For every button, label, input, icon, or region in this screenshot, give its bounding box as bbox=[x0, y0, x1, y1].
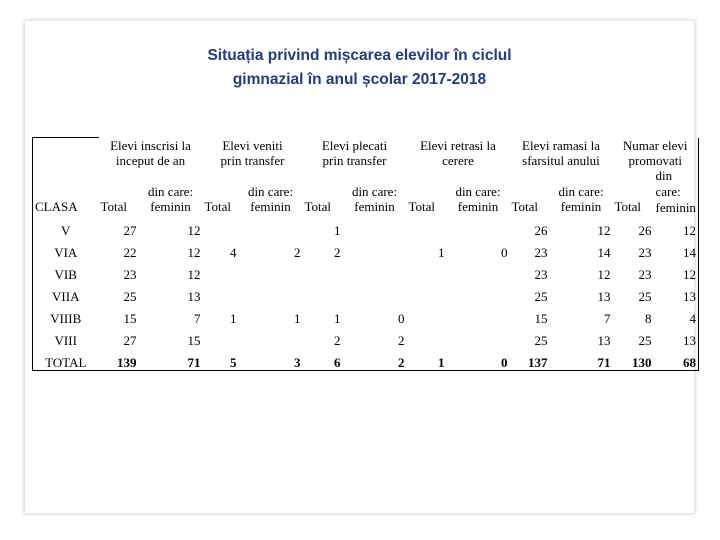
table-cell bbox=[343, 238, 407, 260]
feminin-label: feminin bbox=[354, 198, 395, 214]
table-cell bbox=[303, 260, 343, 282]
group-header-line: Elevi veniti bbox=[222, 137, 283, 153]
group-header-inscrisi bbox=[99, 138, 203, 168]
table-row bbox=[33, 326, 699, 348]
table-cell: 12 bbox=[187, 222, 201, 238]
feminin-label: feminin bbox=[560, 198, 602, 214]
group-header-veniti bbox=[203, 138, 303, 168]
table-cell: 12 bbox=[597, 266, 611, 282]
title-line-2: gimnazial în anul școlar 2017-2018 bbox=[232, 71, 487, 88]
header-corner bbox=[33, 138, 99, 168]
table-cell: 12 bbox=[654, 216, 699, 238]
table-cell: 23 bbox=[534, 266, 548, 282]
table-cell bbox=[203, 326, 239, 348]
table-cell bbox=[239, 326, 303, 348]
table-cell: 6 bbox=[303, 348, 343, 371]
table-cell: 14 bbox=[654, 238, 699, 260]
table-cell: 2 bbox=[398, 332, 405, 348]
table-cell: 0 bbox=[398, 310, 405, 326]
page-title bbox=[25, 44, 694, 92]
table-cell: 15 bbox=[187, 332, 201, 348]
feminin-header bbox=[447, 168, 510, 216]
table-cell: 25 bbox=[534, 332, 548, 348]
din-care-label: din care: bbox=[455, 183, 501, 199]
table-cell: 27 bbox=[123, 222, 137, 238]
table-cell: 26 bbox=[534, 222, 548, 238]
total-header: Total bbox=[204, 198, 232, 214]
feminin-header bbox=[550, 168, 613, 216]
table-cell: 26 bbox=[638, 222, 652, 238]
table-cell: 13 bbox=[597, 332, 611, 348]
table-row bbox=[33, 260, 699, 282]
clasa-cell: VIB bbox=[33, 260, 99, 282]
table-cell: 25 bbox=[123, 288, 137, 304]
group-header-line: promovati bbox=[628, 152, 682, 168]
group-header-line: Elevi retrasi la bbox=[420, 137, 496, 153]
table-row bbox=[33, 304, 699, 326]
table-cell: 12 bbox=[187, 244, 201, 260]
table-cell: 7 bbox=[604, 310, 611, 326]
table-cell: 2 bbox=[294, 244, 301, 260]
table-cell bbox=[343, 260, 407, 282]
din-care-label: din care: bbox=[147, 183, 194, 199]
feminin-label: feminin bbox=[457, 198, 499, 214]
feminin-header bbox=[139, 168, 203, 216]
table-cell: 25 bbox=[638, 332, 652, 348]
table-cell: 137 bbox=[510, 348, 550, 371]
din-care-label: din care: bbox=[558, 183, 604, 199]
table-cell: 0 bbox=[447, 348, 510, 371]
table-cell: 68 bbox=[654, 348, 699, 371]
table-cell: 23 bbox=[638, 244, 652, 260]
table-cell: 1 bbox=[334, 222, 341, 238]
table-cell: 22 bbox=[123, 244, 137, 260]
table-cell: 2 bbox=[334, 244, 341, 260]
table-cell: 12 bbox=[597, 222, 611, 238]
table-cell bbox=[303, 282, 343, 304]
table-cell: 1 bbox=[438, 244, 445, 260]
table-cell: 1 bbox=[230, 310, 237, 326]
table-cell: 13 bbox=[187, 288, 201, 304]
group-header-line: Numar elevi bbox=[622, 137, 688, 153]
feminin-label: feminin bbox=[250, 198, 291, 214]
table-cell: 1 bbox=[334, 310, 341, 326]
clasa-cell: TOTAL bbox=[33, 348, 99, 371]
total-header: Total bbox=[304, 198, 332, 214]
feminin-header bbox=[343, 168, 407, 216]
table-cell: 12 bbox=[654, 260, 699, 282]
table-cell: 71 bbox=[550, 348, 613, 371]
feminin-header bbox=[239, 168, 303, 216]
clasa-header: CLASA bbox=[33, 168, 99, 216]
table-cell: 23 bbox=[534, 244, 548, 260]
table-cell bbox=[447, 260, 510, 282]
clasa-cell: VIIIB bbox=[33, 304, 99, 326]
group-header-retrasi bbox=[407, 138, 510, 168]
table-cell: 25 bbox=[638, 288, 652, 304]
table-cell: 23 bbox=[123, 266, 137, 282]
table-cell: 0 bbox=[501, 244, 508, 260]
table-cell bbox=[447, 304, 510, 326]
table-cell: 5 bbox=[203, 348, 239, 371]
group-header-line: sfarsitul anului bbox=[522, 152, 600, 168]
table-cell bbox=[447, 326, 510, 348]
group-header-promovati bbox=[613, 138, 699, 168]
table-cell bbox=[407, 216, 447, 238]
table-cell: 2 bbox=[343, 348, 407, 371]
table-cell bbox=[203, 282, 239, 304]
total-header: Total bbox=[100, 198, 128, 214]
table-cell: 23 bbox=[638, 266, 652, 282]
table-cell: 7 bbox=[194, 310, 201, 326]
clasa-cell: VIA bbox=[33, 238, 99, 260]
table-cell: 12 bbox=[187, 266, 201, 282]
table-row-total bbox=[33, 348, 699, 371]
student-movement-table bbox=[32, 137, 699, 371]
sub-header-row bbox=[33, 168, 699, 216]
group-header-plecati bbox=[303, 138, 407, 168]
table-cell bbox=[407, 260, 447, 282]
table-cell: 15 bbox=[123, 310, 137, 326]
table-cell bbox=[447, 216, 510, 238]
table-cell bbox=[407, 326, 447, 348]
table-cell bbox=[239, 216, 303, 238]
table-cell bbox=[203, 216, 239, 238]
din-care-label: din care: bbox=[247, 183, 294, 199]
total-header: Total bbox=[511, 198, 539, 214]
table-row bbox=[33, 282, 699, 304]
table-cell: 13 bbox=[654, 282, 699, 304]
table-cell: 139 bbox=[99, 348, 139, 371]
group-header-ramasi bbox=[510, 138, 613, 168]
table-cell: 27 bbox=[123, 332, 137, 348]
table-cell bbox=[239, 260, 303, 282]
table-cell bbox=[343, 282, 407, 304]
table-cell: 71 bbox=[139, 348, 203, 371]
table-cell bbox=[203, 260, 239, 282]
table-cell: 13 bbox=[654, 326, 699, 348]
table-cell bbox=[447, 282, 510, 304]
table-cell: 3 bbox=[239, 348, 303, 371]
table-cell: 8 bbox=[645, 310, 652, 326]
table-row bbox=[33, 216, 699, 238]
total-header: Total bbox=[614, 198, 642, 214]
table-cell bbox=[343, 216, 407, 238]
clasa-cell: VIIA bbox=[33, 282, 99, 304]
clasa-cell: V bbox=[33, 216, 99, 238]
last-feminin-header: din care: feminin bbox=[654, 168, 699, 216]
table-cell bbox=[239, 282, 303, 304]
group-header-line: inceput de an bbox=[115, 152, 186, 168]
group-header-row bbox=[33, 138, 699, 168]
feminin-label: feminin bbox=[150, 198, 191, 214]
group-header-line: prin transfer bbox=[322, 152, 387, 168]
group-header-line: Elevi plecati bbox=[321, 137, 388, 153]
table-cell: 1 bbox=[407, 348, 447, 371]
table-cell: 2 bbox=[334, 332, 341, 348]
table-cell: 14 bbox=[597, 244, 611, 260]
title-line-1: Situația privind mișcarea elevilor în ciclul bbox=[207, 47, 512, 64]
table-cell bbox=[407, 282, 447, 304]
table-cell bbox=[407, 304, 447, 326]
table-cell: 25 bbox=[534, 288, 548, 304]
table-cell: 13 bbox=[597, 288, 611, 304]
group-header-line: Elevi ramasi la bbox=[522, 137, 600, 153]
clasa-cell: VIII bbox=[33, 326, 99, 348]
table-cell: 4 bbox=[230, 244, 237, 260]
din-care-label: din care: bbox=[351, 183, 398, 199]
table-cell: 15 bbox=[534, 310, 548, 326]
group-header-line: Elevi inscrisi la bbox=[110, 137, 191, 153]
group-header-line: cerere bbox=[442, 152, 474, 168]
table-row bbox=[33, 238, 699, 260]
table-cell: 4 bbox=[654, 304, 699, 326]
table-cell: 130 bbox=[613, 348, 654, 371]
group-header-line: prin transfer bbox=[220, 152, 285, 168]
total-header: Total bbox=[408, 198, 436, 214]
table-cell: 1 bbox=[294, 310, 301, 326]
